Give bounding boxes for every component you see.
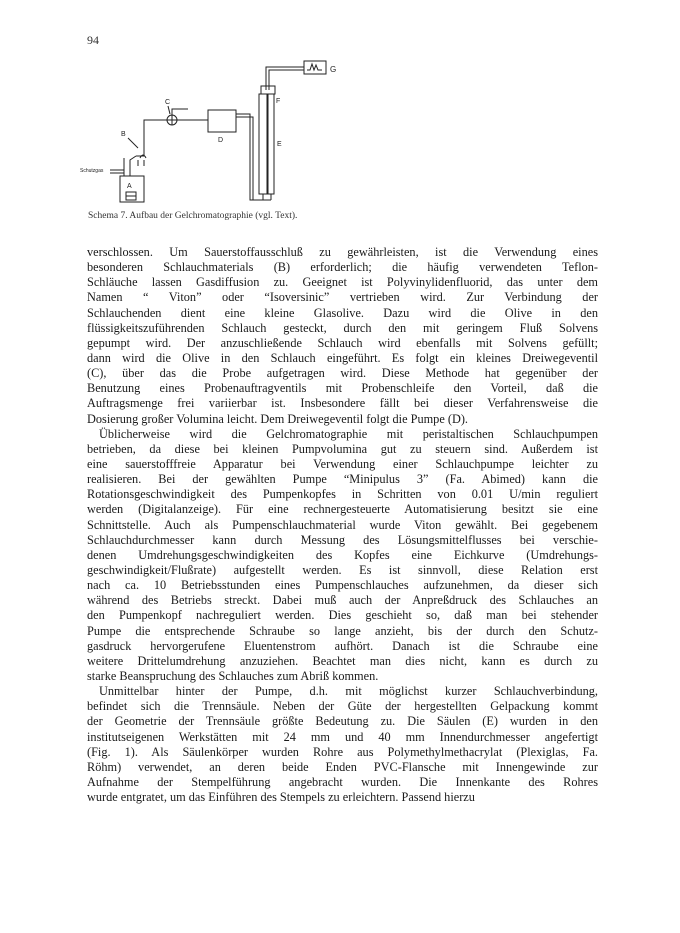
tube-b — [136, 120, 167, 156]
text-line: der Geometrie der Trennsäule größte Bedeutung zu. Die Säulen (E) wurden in den — [87, 714, 598, 729]
text-line: (Fig. 1). Als Säulenkörper wurden Rohre aus Polymethylmethacrylat (Plexiglas, Fa. — [87, 744, 598, 759]
fitting-f — [261, 86, 275, 94]
text-line: institutseigenen Werkstätten mit 24 mm und 40 mm Innendurchmesser angefertigt — [87, 729, 598, 744]
text-line: gasdruck hervorgerufene Eluentenstrom aufhört. Danach ist die Schraube eine — [87, 638, 598, 653]
label-a: A — [127, 183, 132, 190]
text-line: befindet sich die Trennsäule. Neben der Güte der hergestellten Gelpackung kommt — [87, 699, 598, 714]
text-line: Aufnahme der Stempelführung angebracht wurden. Die Innenkante des Rohres — [87, 774, 598, 789]
text-line: betrieben, da diese bei kleinen Pumpvolumina gut zu steuern sind. Außerdem ist — [87, 441, 598, 456]
reservoir-a — [120, 176, 144, 202]
label-f: F — [276, 98, 281, 105]
text-line: (C), über das die Probe aufgetragen wird. Diese Methode hat gegenüber der — [87, 366, 598, 381]
text-line: während des Betriebs streckt. Dabei muß auch der Anpreßdruck des Schlauches an — [87, 593, 598, 608]
page-number: 94 — [87, 33, 99, 47]
label-g: G — [330, 65, 337, 74]
column-e — [259, 94, 267, 194]
label-c: C — [165, 99, 171, 106]
label-e: E — [277, 141, 282, 148]
text-line: Dosierung großer Volumina leicht. Dem Dreiwegeventil folgt die Pumpe (D). — [87, 411, 469, 426]
text-line: nach ca. 10 Betriebsstunden eines Pumpenschlauches aufzunehmen, da dieser sich — [87, 578, 598, 593]
text-line: starke Beanspruchung des Schlauches zum Abriß kommen. — [87, 668, 379, 683]
text-line: realisieren. Bei der gewählten Pumpe “Minipulus 3” (Fa. Abimed) kann die — [87, 472, 598, 487]
text-line: den Pumpenkopf nachreguliert werden. Dies geschieht so, daß man bei stehender — [87, 608, 598, 623]
figure-caption: Schema 7. Aufbau der Gelchromatographie (vgl. Text). — [88, 211, 298, 221]
body-text — [87, 245, 598, 805]
label-d: D — [218, 137, 224, 144]
text-line: Namen “ Viton” oder “Isoversinic” vertrieben wird. Zur Verbindung der — [87, 290, 598, 305]
text-line: Unmittelbar hinter der Pumpe, d.h. mit möglichst kurzer Schlauchverbindung, — [99, 684, 598, 699]
text-line: Benutzung eines Probenauftragventils mit Probenschleife den Vorteil, daß die — [87, 381, 598, 396]
text-line: Üblicherweise wird die Gelchromatographie mit peristaltischen Schlauchpumpen — [99, 426, 598, 441]
signal-trace-icon — [307, 64, 322, 70]
text-line: flüssigkeitszuführenden Schlauch gesteckt, durch den mit geringem Fluß Solvens — [87, 320, 598, 335]
label-schutzgas: Schutzgas — [80, 168, 104, 174]
text-line: geschwindigkeit/Flußrate) aufgestellt werden. Es ist sinnvoll, diese Relation erst — [87, 562, 598, 577]
text-line: verschlossen. Um Sauerstoffausschluß zu gewährleisten, ist die Verwendung eines — [87, 245, 598, 259]
text-line: besonderen Schlauchmaterials (B) erforderlich; die häufig verwendeten Teflon- — [87, 260, 598, 275]
text-line: weitere Drittelumdrehung anzuziehen. Beachtet man dies nicht, kann es durch zu — [87, 653, 598, 668]
text-line: denen Umdrehungsgeschwindigkeiten des Kopfes eine Eichkurve (Umdrehungs- — [87, 547, 598, 562]
pump-d — [208, 110, 236, 132]
text-line: wurde entgratet, um das Einführen des Stempels zu erleichtern. Passend hierzu — [87, 790, 475, 805]
text-line: Röhm) verwendet, an deren beide Enden PVC-Flansche mit Innengewinde zur — [87, 759, 598, 774]
text-line: Pumpe die entsprechende Schraube so lange anzieht, bis der durch den Schutz- — [87, 623, 598, 638]
text-line: Schlauchenden dient eine kleine Glasolive. Dazu wird die Olive in den — [87, 305, 598, 320]
text-line: gepumpt wird. Der anzuschließende Schlauch wird ebenfalls mit Solvens gefüllt; — [87, 335, 598, 350]
apparatus-diagram — [80, 48, 380, 216]
text-line: eine sauerstofffreie Apparatur bei Verwendung einer Schlauchpumpe leichter zu — [87, 456, 598, 471]
label-b: B — [121, 131, 126, 138]
text-line: Schläuche lassen Gasdiffusion zu. Geeignet ist Polyvinylidenfluorid, das unter dem — [87, 275, 598, 290]
text-line: Schlauchdurchmesser kann durch Messung des Lösungsmittelflusses bei verschie- — [87, 532, 598, 547]
text-line: Schnittstelle. Auch als Pumpenschlauchmaterial wurde Viton gewählt. Bei gegebenem — [87, 517, 598, 532]
text-line: dann wird die Olive in den Schlauch eingeführt. Es folgt ein kleines Dreiwegeventil — [87, 350, 598, 365]
text-line: Auftragsmenge frei variierbar ist. Insbesondere fällt bei dieser Verfahrensweise die — [87, 396, 598, 411]
text-line: werden (Digitalanzeige). Für eine rechnergesteuerte Automatisierung besitzt sie eine — [87, 502, 598, 517]
text-line: Rotationsgeschwindigkeit des Pumpenkopfes in Schritten von 0.01 U/min reguliert — [87, 487, 598, 502]
